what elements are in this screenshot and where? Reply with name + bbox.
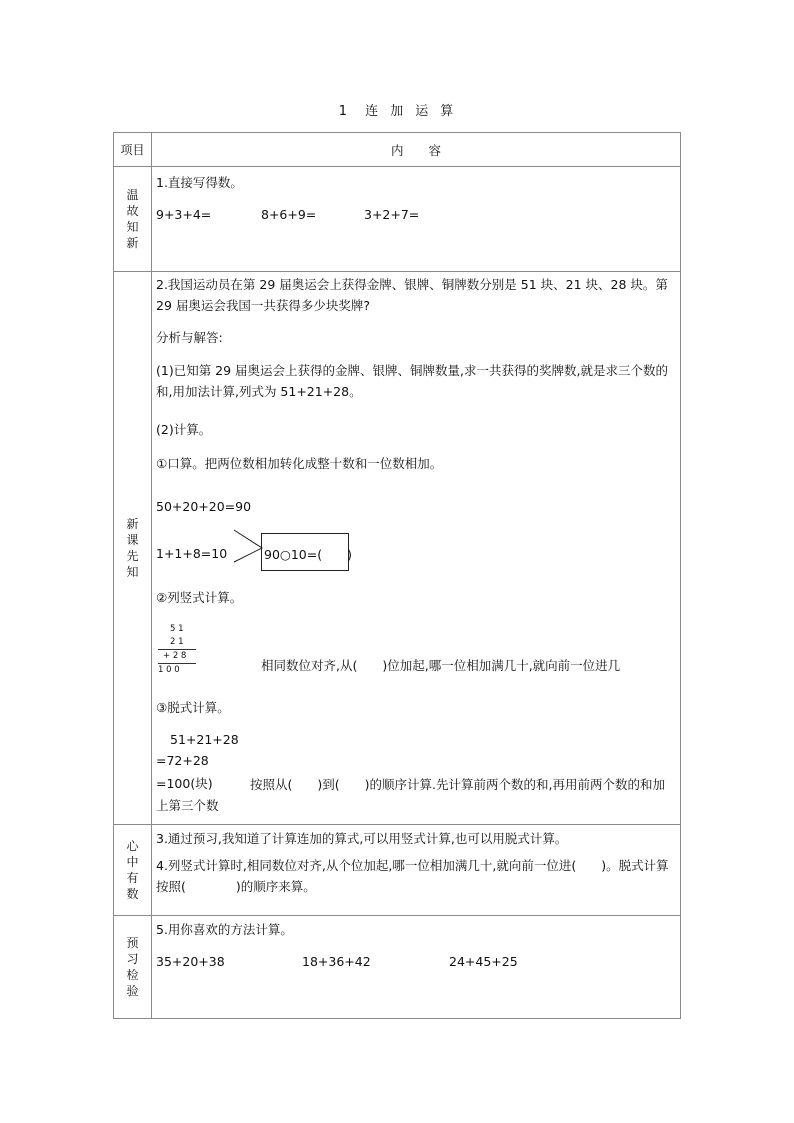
title-char: 运 (415, 104, 431, 119)
lesson-title (0, 100, 794, 119)
vertical-calculation (158, 623, 196, 677)
check-content-cell (152, 916, 681, 1019)
analysis-heading: 分析与解答: (156, 330, 223, 345)
vertical-row: 1 0 0 (158, 663, 196, 677)
vertical-row: + 2 8 (158, 649, 196, 663)
oral-line: 50+20+20=90 (156, 499, 252, 514)
question-2: 2.我国运动员在第 29 届奥运会上获得金牌、银牌、铜牌数分别是 51 块、21 块、28 块。第 29 届奥运会我国一共获得多少块奖牌? (156, 277, 668, 313)
step-line: 51+21+28 (170, 732, 239, 747)
newlesson-row (114, 272, 681, 825)
mind-row (114, 825, 681, 916)
expr: 24+45+25 (449, 954, 518, 969)
expr: 18+36+42 (302, 954, 371, 969)
review-content-cell (152, 167, 681, 272)
mind-label: 心中有数 (126, 839, 139, 901)
step-line: =72+28 (156, 753, 209, 768)
review-label: 温故知新 (126, 188, 139, 250)
header-item: 项目 (120, 143, 145, 157)
question-5: 5.用你喜欢的方法计算。 (156, 922, 293, 937)
analysis-step-1: (1)已知第 29 届奥运会上获得的金牌、银牌、铜牌数量,求一共获得的奖牌数,就是求三个数的和,用加法计算,列式为 51+21+28。 (156, 363, 669, 399)
lesson-number: 1 (338, 104, 350, 119)
vertical-row: 2 1 (170, 637, 184, 647)
step-line: =100(块) (156, 776, 213, 791)
title-char: 连 (365, 104, 381, 119)
lesson-table (113, 132, 681, 1019)
expr: 8+6+9= (261, 207, 317, 222)
analysis-step-2: (2)计算。 (156, 422, 212, 437)
stepwise-note: 按照从( )到( )的顺序计算.先计算前两个数的和,再用前两个数的和加上第三个数 (156, 777, 665, 813)
check-label-cell (114, 916, 152, 1019)
header-row (114, 133, 681, 167)
newlesson-label-cell (114, 272, 152, 825)
check-label: 预习检验 (126, 936, 139, 998)
vertical-row: 5 1 (170, 624, 184, 634)
oral-line: 1+1+8=10 (156, 546, 228, 561)
title-char: 加 (390, 104, 406, 119)
vertical-method: ②列竖式计算。 (156, 590, 243, 605)
newlesson-label: 新课先知 (126, 517, 139, 579)
expr: 3+2+7= (364, 207, 420, 222)
header-item-cell (114, 133, 152, 167)
expr: 35+20+38 (156, 954, 225, 969)
question-3: 3.通过预习,我知道了计算连加的算式,可以用竖式计算,也可以用脱式计算。 (156, 831, 568, 846)
question-4: 4.列竖式计算时,相同数位对齐,从个位加起,哪一位相加满几十,就向前一位进( )。脱式计算按照( )的顺序来算。 (156, 858, 669, 894)
oral-result-box (261, 533, 352, 571)
newlesson-content-cell (152, 272, 681, 825)
vertical-note: 相同数位对齐,从( )位加起,哪一位相加满几十,就向前一位进几 (261, 658, 621, 673)
review-label-cell (114, 167, 152, 272)
header-content: 内 容 (390, 142, 441, 158)
review-row (114, 167, 681, 272)
check-row (114, 916, 681, 1019)
oral-method: ①口算。把两位数相加转化成整十数和一位数相加。 (156, 456, 443, 471)
title-char: 算 (440, 104, 456, 119)
oral-result: 90○10=( ) (264, 547, 352, 562)
header-content-cell (152, 133, 681, 167)
mind-content-cell (152, 825, 681, 916)
expr: 9+3+4= (156, 207, 212, 222)
question-1: 1.直接写得数。 (156, 175, 243, 190)
stepwise-method: ③脱式计算。 (156, 700, 230, 715)
mind-label-cell (114, 825, 152, 916)
merge-bracket-icon (232, 528, 264, 564)
